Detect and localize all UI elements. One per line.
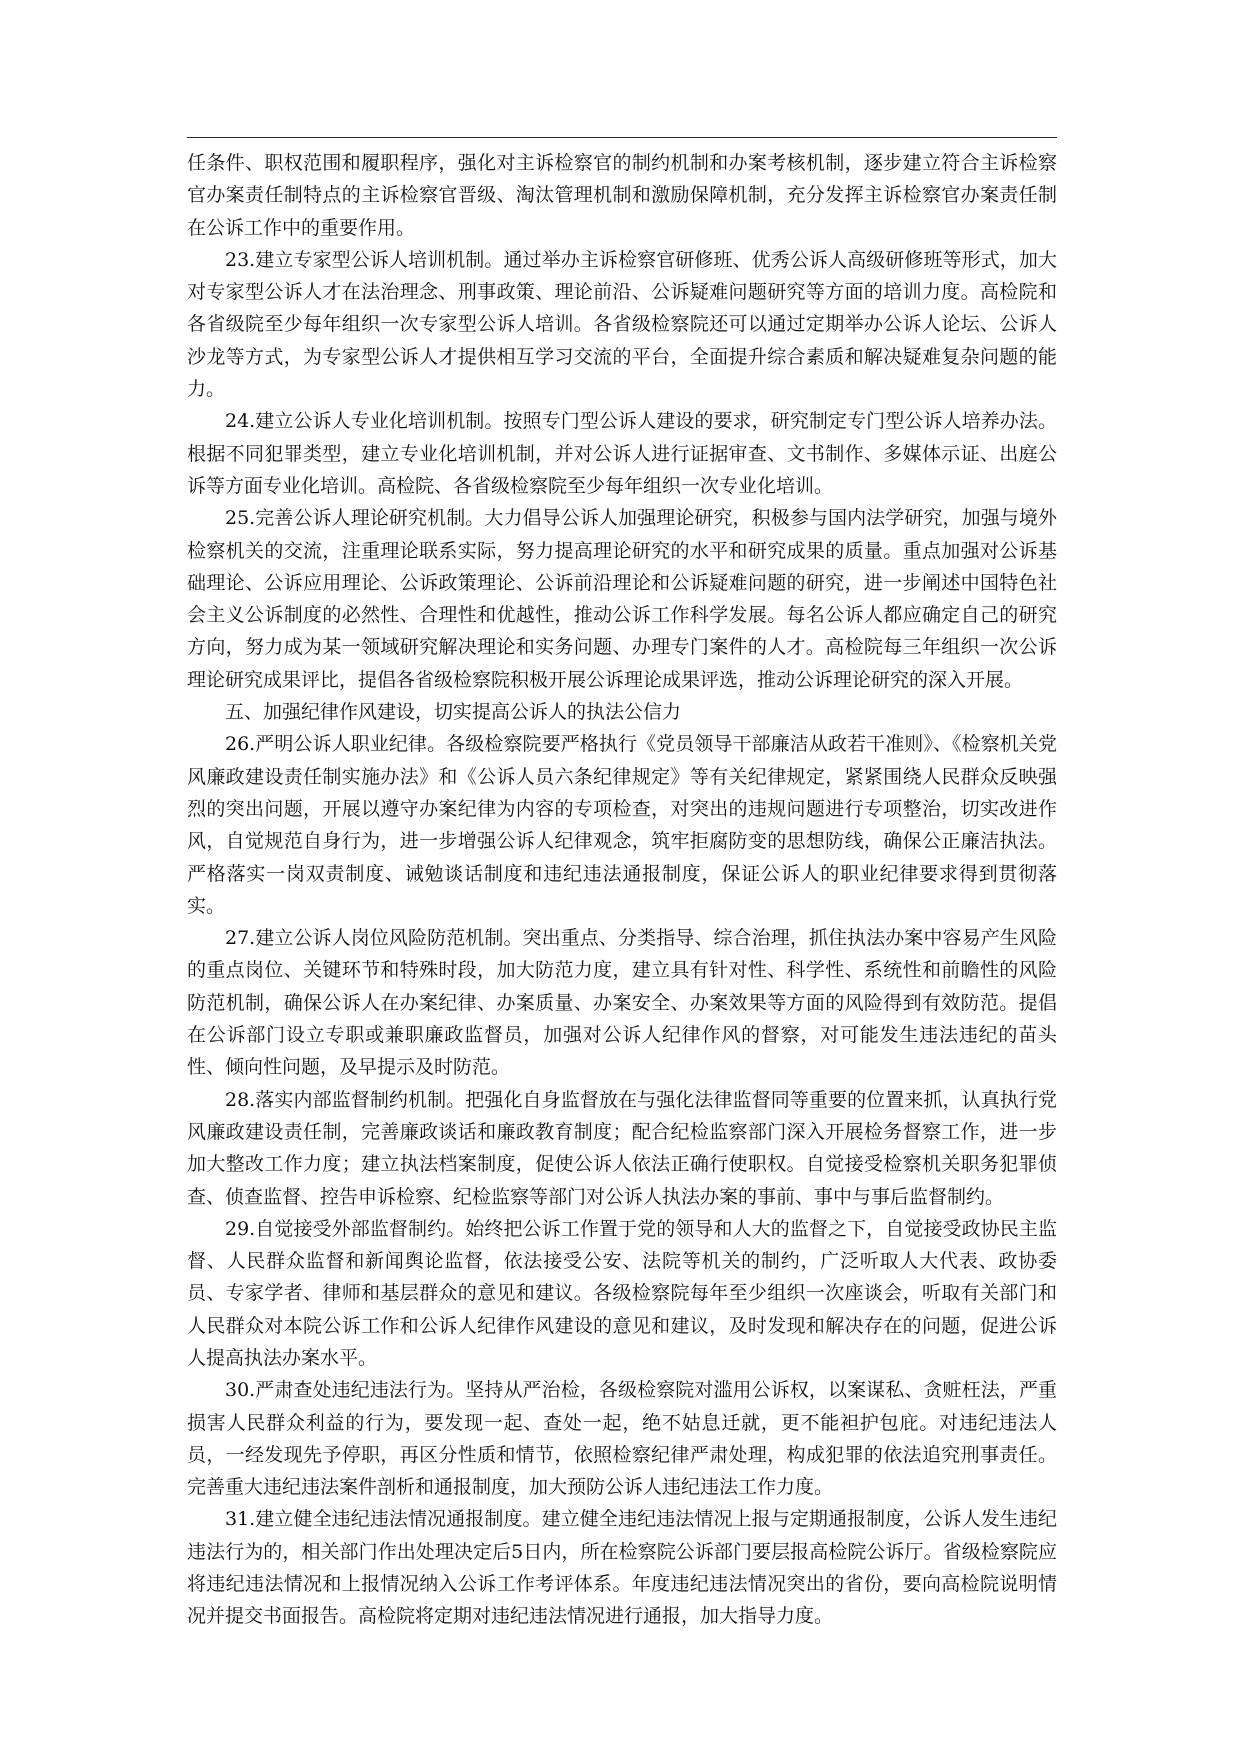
paragraph-30: 30.严肃查处违纪违法行为。坚持从严治检，各级检察院对滥用公诉权，以案谋私、贪赃枉法，严重损害人民群众利益的行为，要发现一起、查处一起，绝不姑息迁就，更不能袒护包庇。对违纪违法人员，一经发现先予停职，再区分性质和情节，依照检察纪律严肃处理，构成犯罪的依法追究刑事责任。完善重大违纪违法案件剖析和通报制度，加大预防公诉人违纪违法工作力度。 [187,1379,1057,1499]
section-heading-5: 五、加强纪律作风建设，切实提高公诉人的执法公信力 [225,701,682,724]
paragraph-28: 28.落实内部监督制约机制。把强化自身监督放在与强化法律监督同等重要的位置来抓，认真执行党风廉政建设责任制，完善廉政谈话和廉政教育制度；配合纪检监察部门深入开展检务督察工作，进一步加大整改工作力度；建立执法档案制度，促使公诉人依法正确行使职权。自觉接受检察机关职务犯罪侦查、侦查监督、控告申诉检察、纪检监察等部门对公诉人执法办案的事前、事中与事后监督制约。 [187,1088,1057,1208]
document-body [187,147,1057,1633]
paragraph-24: 24.建立公诉人专业化培训机制。按照专门型公诉人建设的要求，研究制定专门型公诉人培养办法。根据不同犯罪类型，建立专业化培训机制，并对公诉人进行证据审查、文书制作、多媒体示证、出庭公诉等方面专业化培训。高检院、各省级检察院至少每年组织一次专业化培训。 [187,410,1057,497]
paragraph-29: 29.自觉接受外部监督制约。始终把公诉工作置于党的领导和人大的监督之下，自觉接受政协民主监督、人民群众监督和新闻舆论监督，依法接受公安、法院等机关的制约，广泛听取人大代表、政协委员、专家学者、律师和基层群众的意见和建议。各级检察院每年至少组织一次座谈会，听取有关部门和人民群众对本院公诉工作和公诉人纪律作风建设的意见和建议，及时发现和解决存在的问题，促进公诉人提高执法办案水平。 [187,1217,1057,1369]
paragraph-25: 25.完善公诉人理论研究机制。大力倡导公诉人加强理论研究，积极参与国内法学研究，加强与境外检察机关的交流，注重理论联系实际，努力提高理论研究的水平和研究成果的质量。重点加强对公诉基础理论、公诉应用理论、公诉政策理论、公诉前沿理论和公诉疑难问题的研究，进一步阐述中国特色社会主义公诉制度的必然性、合理性和优越性，推动公诉工作科学发展。每名公诉人都应确定自己的研究方向，努力成为某一领域研究解决理论和实务问题、办理专门案件的人才。高检院每三年组织一次公诉理论研究成果评比，提倡各省级检察院积极开展公诉理论成果评选，推动公诉理论研究的深入开展。 [187,507,1057,691]
paragraph-27: 27.建立公诉人岗位风险防范机制。突出重点、分类指导、综合治理，抓住执法办案中容易产生风险的重点岗位、关键环节和特殊时段，加大防范力度，建立具有针对性、科学性、系统性和前瞻性的风险防范机制，确保公诉人在办案纪律、办案质量、办案安全、办案效果等方面的风险得到有效防范。提倡在公诉部门设立专职或兼职廉政监督员，加强对公诉人纪律作风的督察，对可能发生违法违纪的苗头性、倾向性问题，及早提示及时防范。 [187,927,1057,1079]
paragraph-31: 31.建立健全违纪违法情况通报制度。建立健全违纪违法情况上报与定期通报制度，公诉人发生违纪违法行为的，相关部门作出处理决定后5日内，所在检察院公诉部门要层报高检院公诉厅。省级检察院应将违纪违法情况和上报情况纳入公诉工作考评体系。年度违纪违法情况突出的省份，要向高检院说明情况并提交书面报告。高检院将定期对违纪违法情况进行通报，加大指导力度。 [187,1508,1057,1628]
header-rule [187,137,1057,138]
paragraph-26: 26.严明公诉人职业纪律。各级检察院要严格执行《党员领导干部廉洁从政若干准则》、《检察机关党风廉政建设责任制实施办法》和《公诉人员六条纪律规定》等有关纪律规定，紧紧围绕人民群众反映强烈的突出问题，开展以遵守办案纪律为内容的专项检查，对突出的违规问题进行专项整治，切实改进作风，自觉规范自身行为，进一步增强公诉人纪律观念，筑牢拒腐防变的思想防线，确保公正廉洁执法。严格落实一岗双责制度、诫勉谈话制度和违纪违法通报制度，保证公诉人的职业纪律要求得到贯彻落实。 [187,733,1057,917]
paragraph-continued: 任条件、职权范围和履职程序，强化对主诉检察官的制约机制和办案考核机制，逐步建立符合主诉检察官办案责任制特点的主诉检察官晋级、淘汰管理机制和激励保障机制，充分发挥主诉检察官办案责任制在公诉工作中的重要作用。 [187,152,1057,239]
paragraph-23: 23.建立专家型公诉人培训机制。通过举办主诉检察官研修班、优秀公诉人高级研修班等形式，加大对专家型公诉人才在法治理念、刑事政策、理论前沿、公诉疑难问题研究等方面的培训力度。高检院和各省级院至少每年组织一次专家型公诉人培训。各省级检察院还可以通过定期举办公诉人论坛、公诉人沙龙等方式，为专家型公诉人才提供相互学习交流的平台，全面提升综合素质和解决疑难复杂问题的能力。 [187,248,1057,401]
